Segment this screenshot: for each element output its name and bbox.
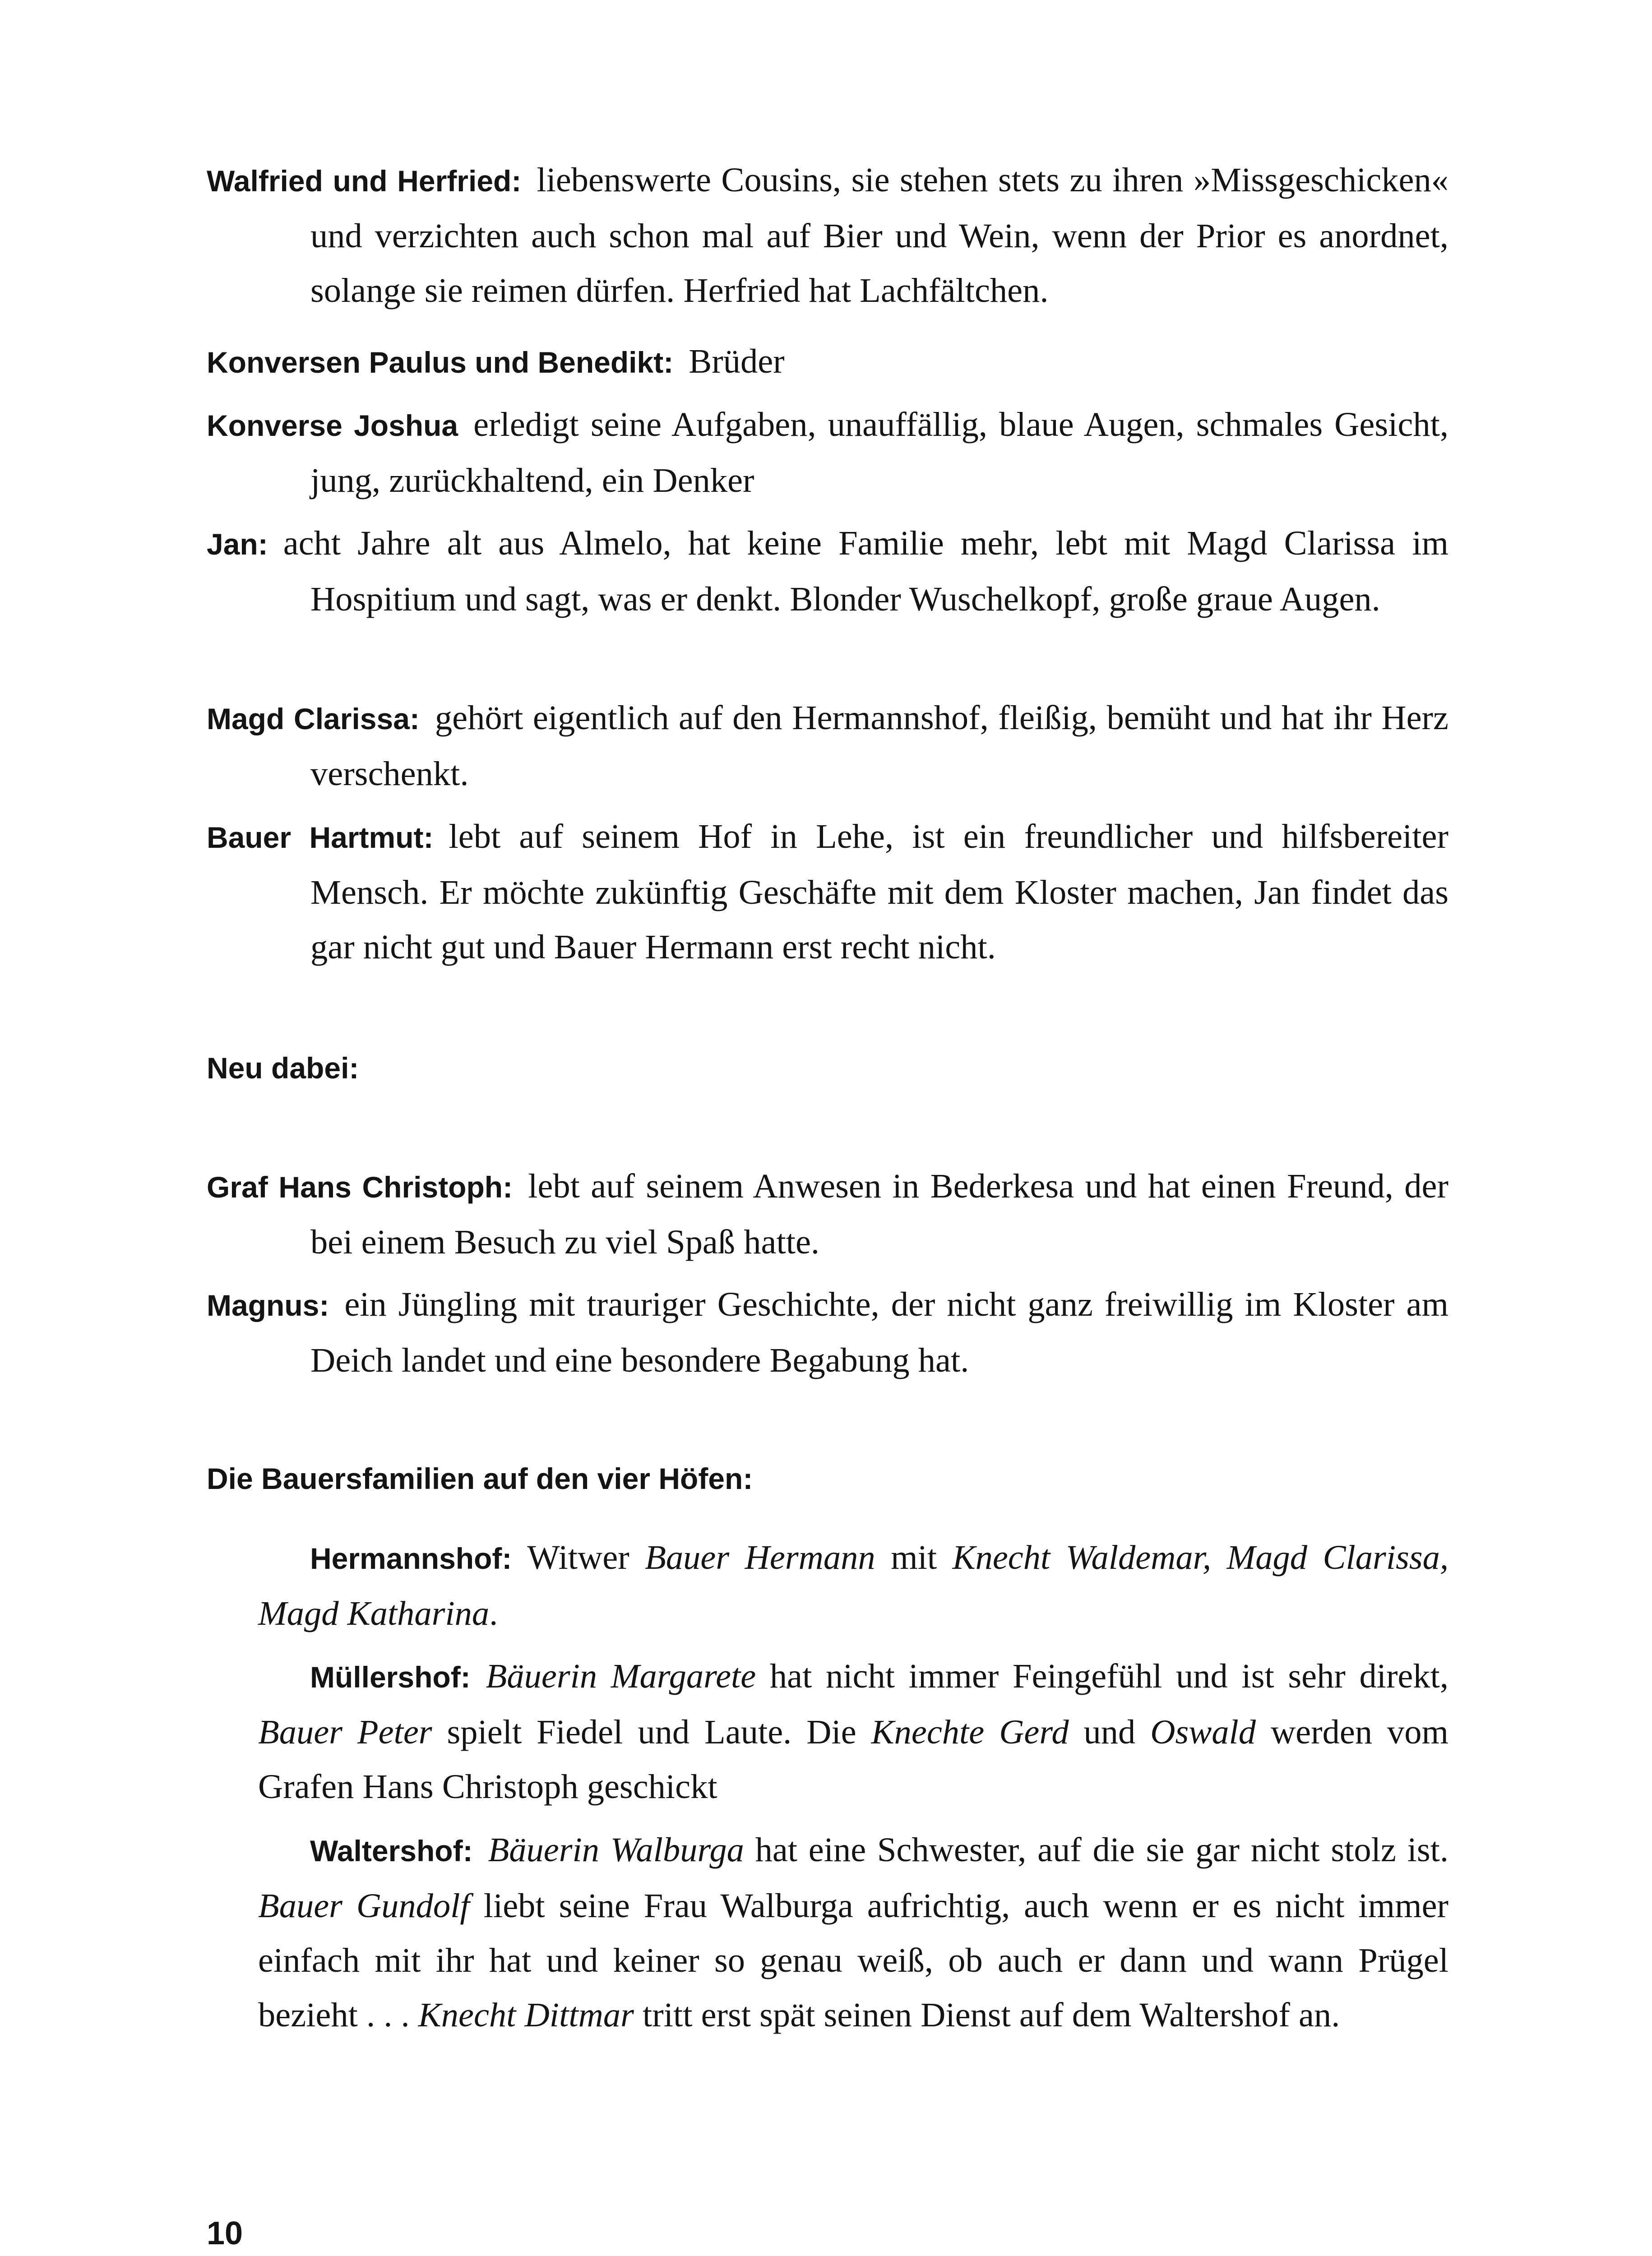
character-name: Konverse Joshua [207, 409, 458, 442]
character-name: Magd Clarissa: [207, 702, 420, 735]
character-entry-hartmut [207, 809, 1448, 974]
farm-text: tritt erst spät seinen Dienst auf dem Waltershof an. [642, 1996, 1340, 2034]
character-name: Jan: [207, 527, 268, 561]
character-name: Magnus: [207, 1289, 329, 1322]
character-name: Walfried und Herfried: [207, 164, 522, 198]
person-name: Knecht Waldemar, Magd Clarissa, Magd Katharina [258, 1538, 1448, 1632]
person-name: Oswald [1150, 1713, 1256, 1751]
person-name: Knechte Gerd [871, 1713, 1069, 1751]
character-entry-graf-hans-christoph [207, 1159, 1448, 1269]
character-name: Bauer Hartmut: [207, 821, 434, 854]
character-description: ein Jüngling mit trauriger Geschichte, der nicht ganz freiwillig im Kloster am Deich landet und eine besondere Begabung hat. [310, 1285, 1448, 1379]
character-description: lebt auf seinem Anwesen in Bederkesa und hat einen Freund, der bei einem Besuch zu viel Spaß hatte. [310, 1167, 1448, 1261]
person-name: Bauer Peter [258, 1713, 432, 1751]
farm-text: und [1083, 1713, 1136, 1751]
character-description: acht Jahre alt aus Almelo, hat keine Familie mehr, lebt mit Magd Clarissa im Hospitium und sagt, was er denkt. Blonder Wuschelkopf, große graue Augen. [283, 524, 1448, 618]
section-heading-farms: Die Bauersfamilien auf den vier Höfen: [207, 1462, 753, 1495]
character-entry-jan [207, 516, 1448, 626]
character-entry-joshua [207, 397, 1448, 508]
farm-text: Witwer [527, 1538, 629, 1576]
character-description: liebenswerte Cousins, sie stehen stets zu ihren »Missgeschicken« und verzichten auch schon mal auf Bier und Wein, wenn der Prior es anordnet, solange sie reimen dürfen. Herfried hat Lachfältchen. [310, 161, 1448, 310]
farm-name: Waltershof: [310, 1834, 473, 1868]
character-entry-clarissa [207, 690, 1448, 801]
character-name: Konversen Paulus und Benedikt: [207, 346, 674, 379]
farm-text: . [489, 1594, 498, 1632]
character-name: Graf Hans Christoph: [207, 1170, 513, 1204]
person-name: Bauer Hermann [645, 1538, 875, 1576]
farm-text: spielt Fiedel und Laute. Die [447, 1713, 856, 1751]
character-entry-paulus-benedikt [207, 334, 1448, 390]
section-heading-new: Neu dabei: [207, 1051, 359, 1085]
farm-name: Hermannshof: [310, 1542, 512, 1575]
page-number: 10 [207, 2215, 243, 2251]
farm-text: hat nicht immer Feingefühl und ist sehr direkt, [769, 1657, 1449, 1695]
person-name: Knecht Dittmar [418, 1996, 634, 2034]
farm-text: hat eine Schwester, auf die sie gar nicht stolz ist. [755, 1831, 1448, 1869]
character-entry-magnus [207, 1277, 1448, 1387]
farm-text: mit [891, 1538, 937, 1576]
farm-text: werden vom Grafen Hans Christoph geschickt [258, 1713, 1449, 1806]
character-description: lebt auf seinem Hof in Lehe, ist ein freundlicher und hilfsbereiter Mensch. Er möchte zukünftig Geschäfte mit dem Kloster machen, Jan findet das gar nicht gut und Bauer Hermann erst recht nicht. [310, 817, 1448, 966]
character-description: erledigt seine Aufgaben, unauffällig, blaue Augen, schmales Gesicht, jung, zurückhaltend, ein Denker [310, 405, 1448, 499]
farm-entry-hermannshof [258, 1530, 1448, 1641]
farm-entry-waltershof [258, 1822, 1448, 2042]
farm-name: Müllershof: [310, 1660, 471, 1694]
character-entry-walfried-herfried [207, 153, 1448, 318]
character-description: gehört eigentlich auf den Hermannshof, fleißig, bemüht und hat ihr Herz verschenkt. [310, 698, 1448, 793]
person-name: Bäuerin Margarete [486, 1657, 756, 1695]
farm-entry-muellershof [258, 1649, 1448, 1814]
character-description: Brüder [689, 342, 785, 380]
farm-text: liebt seine Frau Walburga aufrichtig, auch wenn er es nicht immer einfach mit ihr hat und keiner so genau weiß, ob auch er dann und wann Prügel bezieht . . . [258, 1886, 1448, 2034]
person-name: Bäuerin Walburga [488, 1831, 744, 1869]
person-name: Bauer Gundolf [258, 1886, 470, 1925]
